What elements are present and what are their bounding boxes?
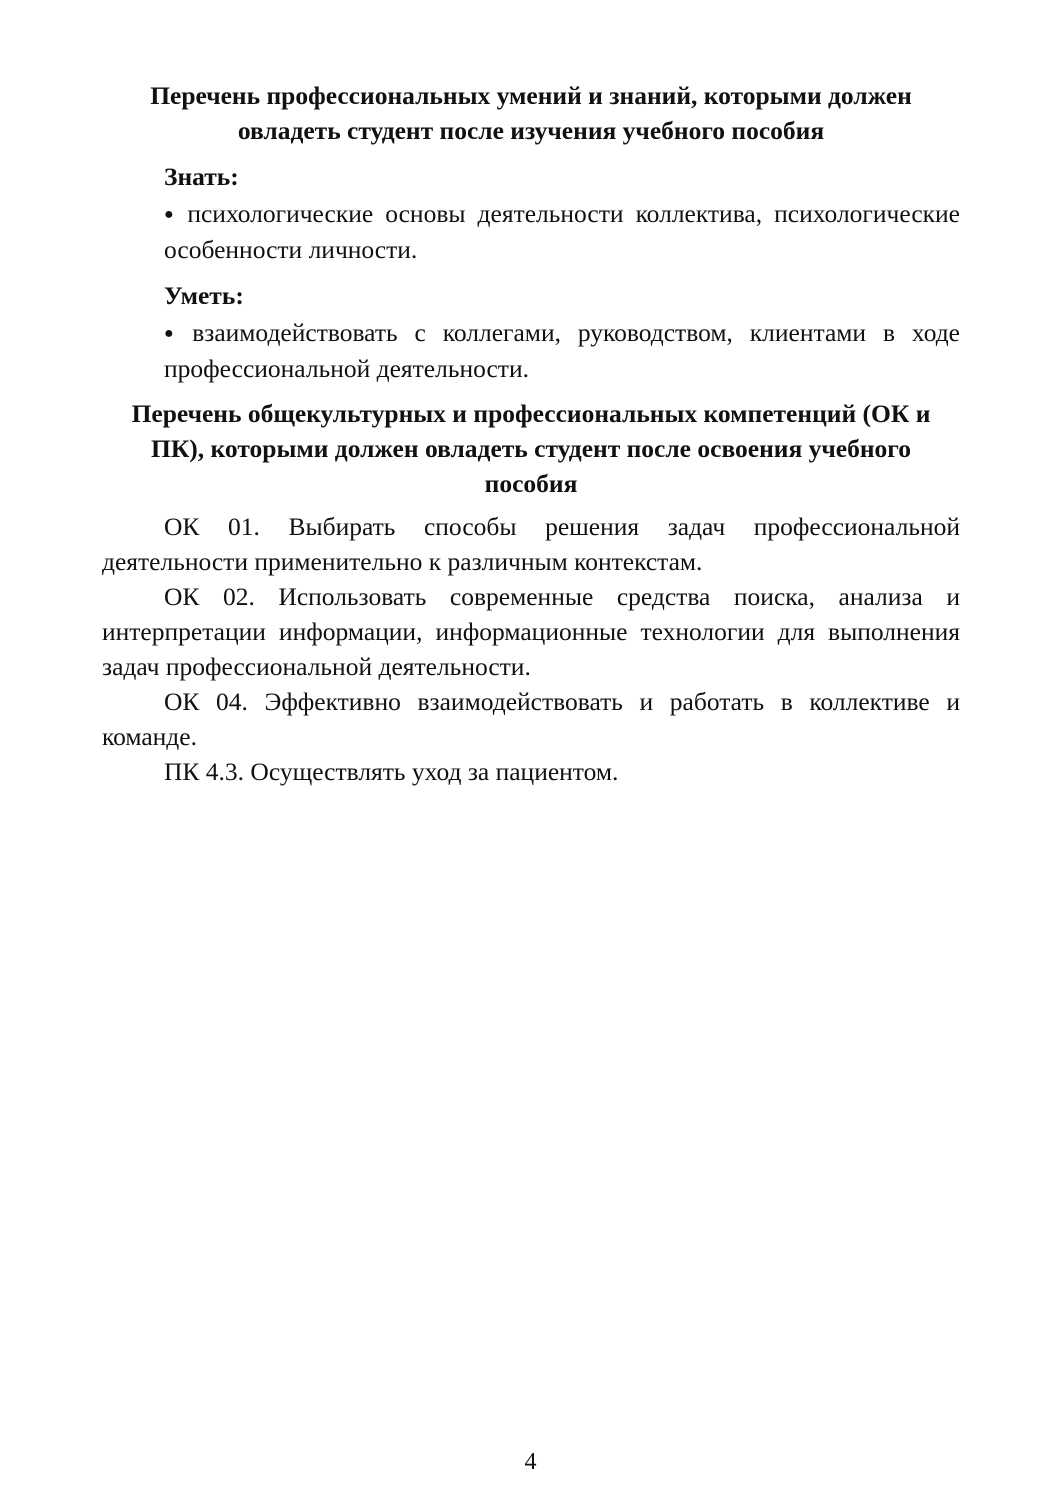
competency-ok04: ОК 04. Эффективно взаимодействовать и работать в коллективе и команде. — [102, 687, 960, 751]
competency-ok02: ОК 02. Использовать современные средства поиска, анализа и интерпретации информации, информационные технологии для выполнения задач профессиональной деятельности. — [102, 582, 960, 681]
bullet-icon: ● — [164, 206, 180, 223]
bullet-icon: ● — [164, 325, 185, 342]
skills-knowledge-heading: Перечень профессиональных умений и знаний, которыми должен овладеть студент после изучения учебного пособия — [150, 81, 912, 145]
competency-ok01: ОК 01. Выбирать способы решения задач профессиональной деятельности применительно к различным контекстам. — [102, 512, 960, 576]
page-number: 4 — [524, 1449, 537, 1475]
know-label: Знать: — [164, 162, 239, 191]
competency-pk43: ПК 4.3. Осуществлять уход за пациентом. — [164, 757, 619, 786]
know-item-text: психологические основы деятельности коллектива, психологические особенности личности. — [164, 199, 960, 264]
skills-item — [164, 315, 960, 386]
skills-label: Уметь: — [164, 281, 244, 310]
skills-item-text: взаимодействовать с коллегами, руководством, клиентами в ходе профессиональной деятельности. — [164, 318, 960, 383]
document-page — [102, 78, 960, 789]
know-item — [164, 196, 960, 267]
competencies-heading: Перечень общекультурных и профессиональных компетенций (ОК и ПК), которыми должен овладеть студент после освоения учебного пособия — [131, 399, 931, 498]
